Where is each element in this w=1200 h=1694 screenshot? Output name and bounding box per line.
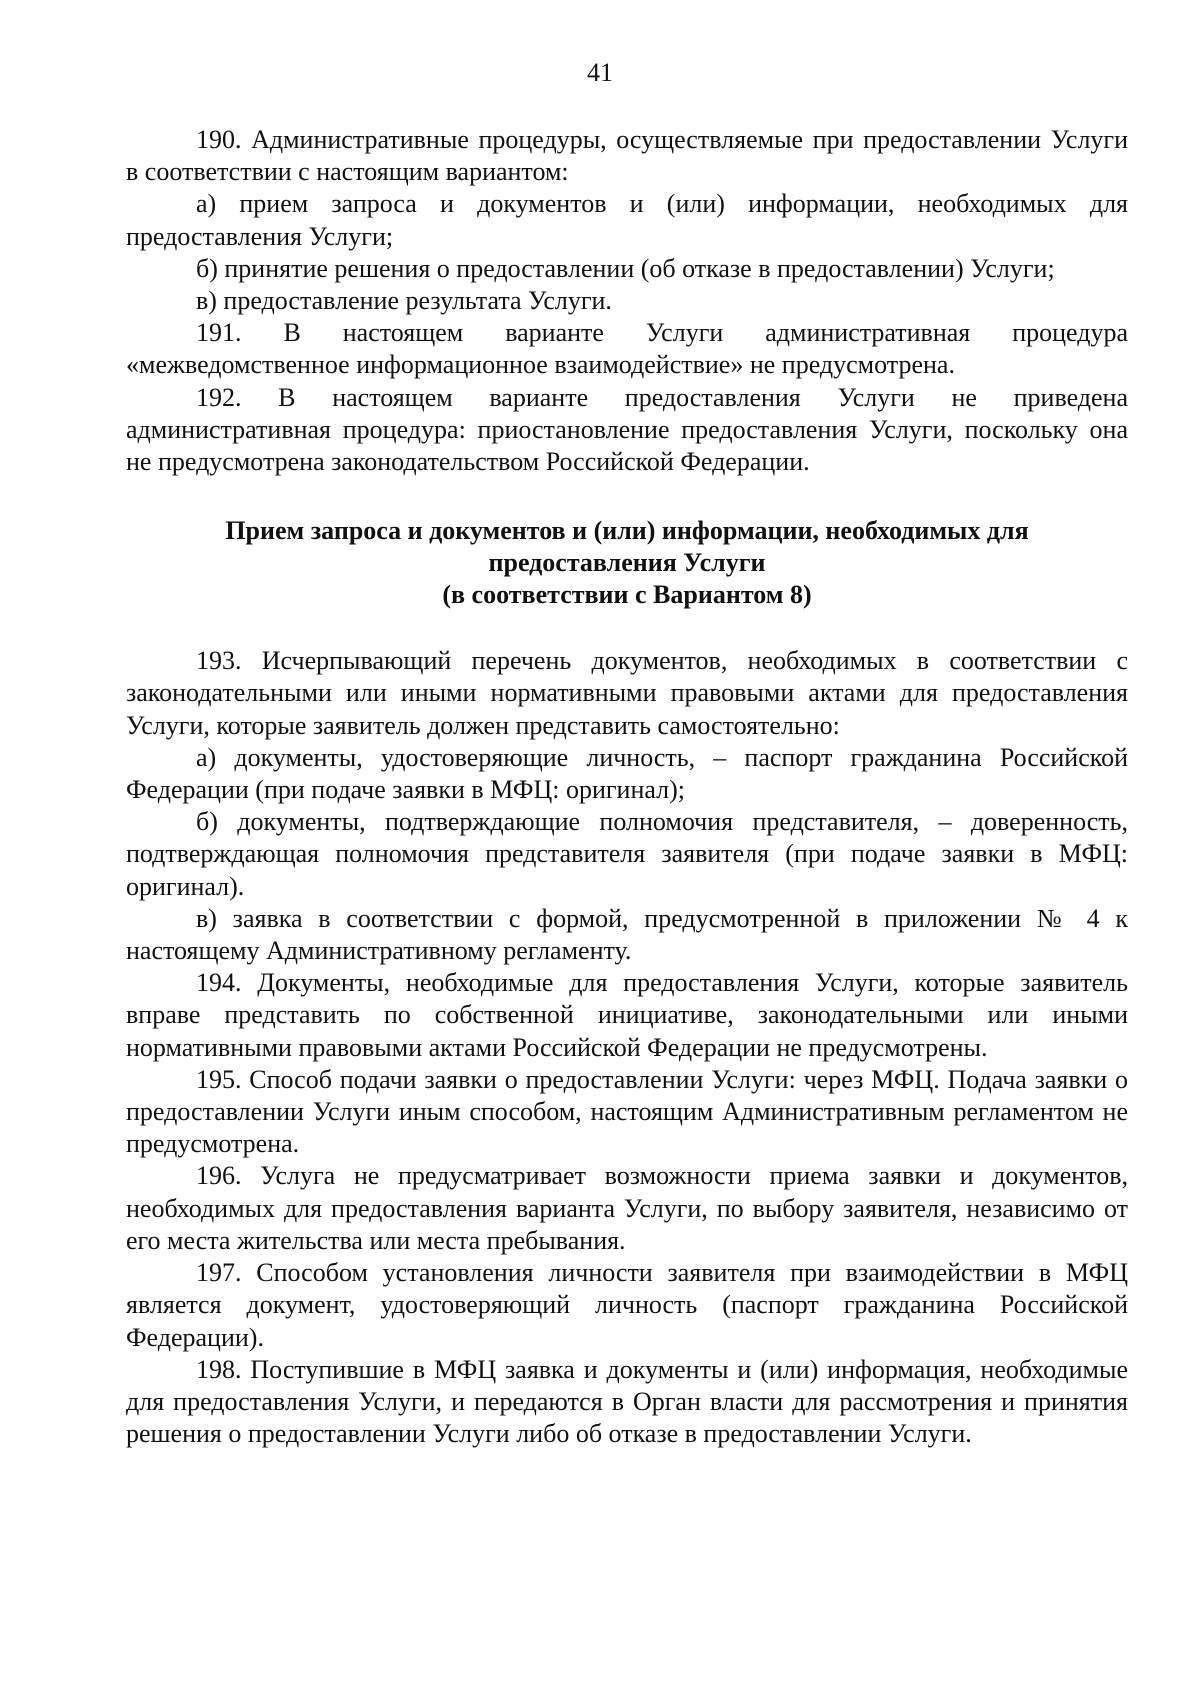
section-heading-line-1: Прием запроса и документов и (или) информации, необходимых для [225, 516, 1029, 546]
paragraph-198: 198. Поступившие в МФЦ заявка и документы и (или) информация, необходимые для предоставления Услуги, и передаются в Орган власти для рассмотрения и принятия решения о предоставлении Услуги либо об отказе в предоставлении Услуги. [126, 1354, 1128, 1449]
paragraph-193-c: в) заявка в соответствии с формой, предусмотренной в приложении № 4 к настоящему Административному регламенту. [126, 903, 1128, 966]
paragraph-197: 197. Способом установления личности заявителя при взаимодействии в МФЦ является документ, удостоверяющий личность (паспорт гражданина Российской Федерации). [126, 1258, 1128, 1352]
paragraph-190: 190. Административные процедуры, осуществляемые при предоставлении Услуги в соответствии с настоящим вариантом: [126, 125, 1128, 187]
paragraph-195: 195. Способ подачи заявки о предоставлении Услуги: через МФЦ. Подача заявки о предоставлении Услуги иным способом, настоящим Административным регламентом не предусмотрена. [126, 1064, 1128, 1159]
paragraph-190-a: а) прием запроса и документов и (или) информации, необходимых для предоставления Услуги; [126, 189, 1128, 251]
document-body [126, 124, 1128, 1450]
page-number: 41 [587, 58, 613, 87]
paragraph-190-b: б) принятие решения о предоставлении (об отказе в предоставлении) Услуги; [196, 253, 1055, 283]
section-heading [126, 515, 1128, 611]
paragraph-191: 191. В настоящем варианте Услуги административная процедура «межведомственное информационное взаимодействие» не предусмотрена. [126, 318, 1128, 380]
section-heading-line-2: предоставления Услуги [488, 548, 766, 578]
paragraph-193-b: б) документы, подтверждающие полномочия представителя, – доверенность, подтверждающая полномочия представителя заявителя (при подаче заявки в МФЦ: оригинал). [126, 807, 1128, 901]
paragraph-192: 192. В настоящем варианте предоставления Услуги не приведена административная процедура: приостановление предоставления Услуги, поскольку она не предусмотрена законодательством Российской Федерации. [126, 382, 1128, 477]
paragraph-193-a: а) документы, удостоверяющие личность, – паспорт гражданина Российской Федерации (при подаче заявки в МФЦ: оригинал); [126, 742, 1128, 805]
paragraph-190-c: в) предоставление результата Услуги. [196, 286, 612, 316]
section-heading-line-3: (в соответствии с Вариантом 8) [442, 580, 812, 610]
paragraph-196: 196. Услуга не предусматривает возможности приема заявки и документов, необходимых для предоставления варианта Услуги, по выбору заявителя, независимо от его места жительства или места пребывания. [126, 1161, 1128, 1255]
paragraph-193: 193. Исчерпывающий перечень документов, необходимых в соответствии с законодательными или иными нормативными правовыми актами для предоставления Услуги, которые заявитель должен представить самостоятельно: [126, 646, 1128, 740]
paragraph-194: 194. Документы, необходимые для предоставления Услуги, которые заявитель вправе представить по собственной инициативе, законодательными или иными нормативными правовыми актами Российской Федерации не предусмотрены. [126, 968, 1128, 1062]
